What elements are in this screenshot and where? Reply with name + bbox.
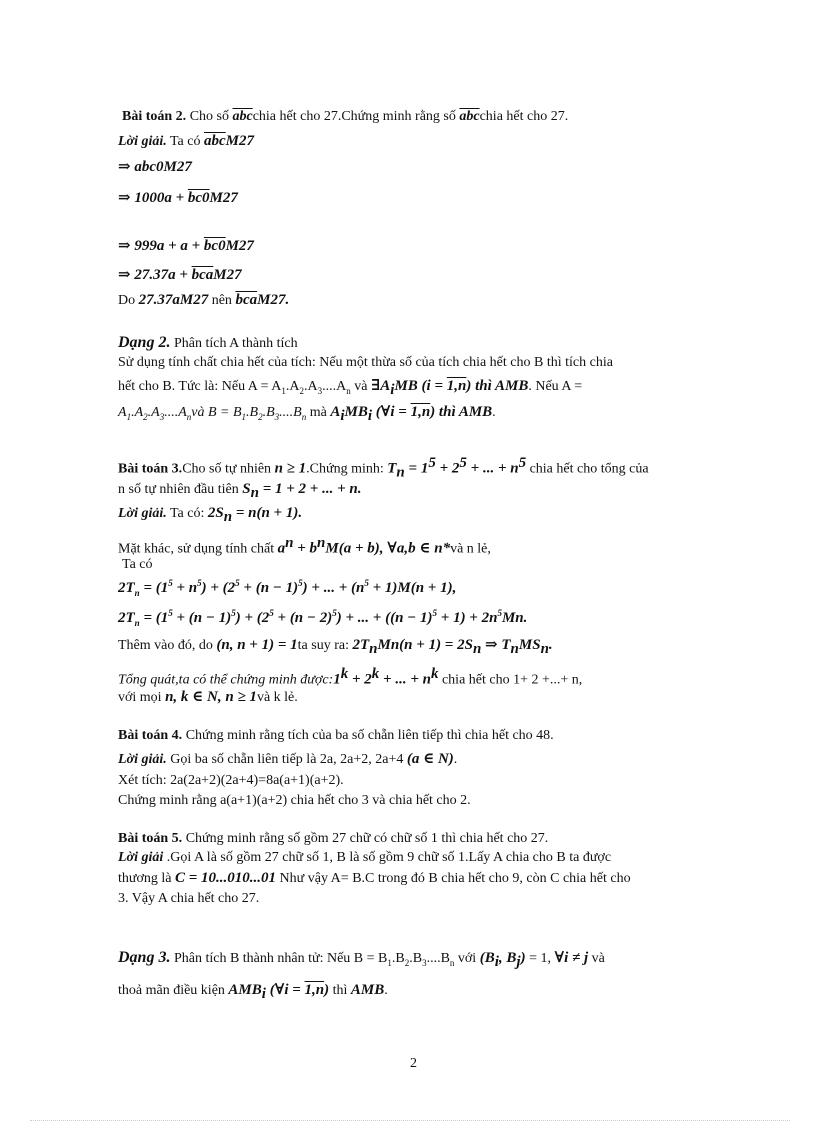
problem3-solution-label: Lời giải. bbox=[118, 506, 167, 521]
problem3-eq2 bbox=[118, 608, 527, 628]
dang2-p1-text: Sử dụng tính chất chia hết của tích: Nếu một thừa số của tích chia hết cho B thì tích chia bbox=[118, 355, 613, 370]
eq1-a: = (1 bbox=[139, 580, 169, 596]
problem2-solution-text: Ta có bbox=[169, 134, 201, 149]
problem3-line5-text: Ta có bbox=[122, 557, 153, 572]
sup-n: n bbox=[317, 535, 326, 551]
dang2-p3-range: 1,n bbox=[410, 404, 431, 420]
problem5-line3-text: thương là bbox=[118, 871, 172, 886]
problem5-C: C = 10...010...01 bbox=[174, 870, 277, 886]
sup-5: 5 bbox=[432, 608, 438, 618]
problem3-line10-math: n, k ∈ N, n ≥ 1 bbox=[165, 689, 257, 705]
problem3-general bbox=[118, 666, 582, 689]
problem3-line10-tail: và k lẻ. bbox=[256, 690, 298, 705]
problem2-step3 bbox=[118, 238, 254, 255]
problem2-abc-1: $\overline{abc}$ bbox=[232, 109, 253, 124]
dang2-p3-h: ....B bbox=[279, 405, 302, 420]
dang3-line2 bbox=[118, 982, 388, 1003]
problem3-2Tn: 2T bbox=[352, 637, 370, 653]
sub-n: n bbox=[134, 588, 140, 598]
dang3-line1 bbox=[118, 949, 605, 971]
sub-n: n bbox=[301, 411, 307, 422]
problem4-statement bbox=[118, 728, 554, 744]
sub-n: n bbox=[346, 385, 351, 396]
sub-2: 2 bbox=[258, 411, 263, 422]
problem2-step2-div: M27 bbox=[209, 190, 238, 206]
problem3-line2-text: n số tự nhiên đầu tiên bbox=[118, 482, 239, 497]
dang2-p3-c: .A bbox=[147, 405, 160, 420]
problem3-statement bbox=[118, 455, 649, 482]
problem2-statement bbox=[122, 109, 568, 125]
eq2-2T: 2T bbox=[118, 610, 135, 626]
problem4-line4 bbox=[118, 793, 471, 809]
dang2-p3-div: MB bbox=[344, 404, 368, 420]
eq2-e: ) + ... + ((n − 1) bbox=[336, 610, 433, 626]
dang2-p3-f: .B bbox=[246, 405, 259, 420]
sup-k: k bbox=[430, 666, 439, 682]
sub-n: n bbox=[186, 411, 192, 422]
problem2-conclusion-text-2: nên bbox=[211, 293, 232, 308]
sup-5: 5 bbox=[235, 578, 240, 588]
dang2-desc: Phân tích A thành tích bbox=[173, 336, 298, 351]
dang2-p2 bbox=[118, 378, 582, 399]
problem2-conclusion-bca: $\overline{bca}$ bbox=[235, 292, 258, 308]
dang2-p2-a: hết cho B. Tức là: Nếu A = A bbox=[118, 379, 282, 394]
gen-1: 1 bbox=[333, 671, 341, 688]
problem3-property: M(a + b), ∀a,b ∈ n* bbox=[325, 540, 451, 557]
dang2-p2-c: .A bbox=[304, 379, 318, 394]
problem5-label: Bài toán 5. bbox=[118, 831, 183, 846]
dang2-p2-tail: . Nếu A = bbox=[528, 379, 583, 394]
problem2-step0: $\overline{abc}$ bbox=[204, 133, 226, 149]
problem2-step4-expr: ⇒ 27.37a + bbox=[118, 267, 192, 283]
eq2-g: Mn. bbox=[501, 610, 528, 626]
dang3-d3: .B bbox=[409, 951, 423, 966]
problem2-solution-line bbox=[118, 133, 254, 150]
dang2-p3-d: ....A bbox=[164, 405, 187, 420]
problem3-an: a bbox=[277, 540, 286, 557]
sub-n: n bbox=[510, 640, 519, 657]
problem3-line4 bbox=[118, 535, 491, 558]
problem2-conclusion bbox=[118, 292, 289, 309]
problem2-step1 bbox=[118, 159, 192, 176]
dang3-d4: ....B bbox=[426, 951, 450, 966]
problem2-step1-expr: ⇒ abc0 bbox=[118, 159, 164, 175]
dang2-p2-exists: ∃A bbox=[370, 378, 391, 394]
problem4-line3-text: Xét tích: 2a(2a+2)(2a+4)=8a(a+1)(a+2). bbox=[118, 773, 344, 788]
dang3-d2: .B bbox=[391, 951, 405, 966]
gen-n: + ... + n bbox=[379, 671, 431, 688]
sub-1: 1 bbox=[281, 385, 286, 396]
eq1-c: ) + (2 bbox=[201, 580, 236, 596]
sub-1: 1 bbox=[387, 957, 392, 968]
sub-i: i bbox=[494, 953, 499, 970]
eq2-c: ) + (2 bbox=[235, 610, 270, 626]
problem2-conclusion-div-1: M27 bbox=[179, 292, 209, 308]
problem3-2Sn-eq: = n(n + 1). bbox=[232, 505, 303, 521]
problem3-div-2Sn: Mn(n + 1) = 2S bbox=[377, 637, 473, 653]
problem5-solution-label: Lời giải bbox=[118, 850, 164, 865]
problem2-abc-2: $\overline{abc}$ bbox=[459, 109, 480, 124]
problem2-label: Bài toán 2. bbox=[122, 109, 187, 124]
problem3-implies-Tn: ⇒ T bbox=[481, 637, 511, 653]
sub-3: 3 bbox=[422, 957, 427, 968]
problem3-gcd: (n, n + 1) = 1 bbox=[216, 637, 298, 653]
problem3-line8-text: Thêm vào đó, do bbox=[118, 638, 213, 653]
problem2-step2-expr: ⇒ 1000a + bbox=[118, 190, 188, 206]
sup-5: 5 bbox=[497, 608, 502, 618]
problem4-line4-text: Chứng minh rằng a(a+1)(a+2) chia hết cho 3 và chia hết cho 2. bbox=[118, 793, 471, 808]
problem5-line4 bbox=[118, 891, 259, 907]
dang2-p2-range: 1,n bbox=[446, 378, 467, 394]
dang2-title: Dạng 2. bbox=[118, 334, 171, 351]
sub-n: n bbox=[134, 618, 140, 628]
dang2-p3-ai: A bbox=[330, 404, 341, 420]
sub-i: i bbox=[340, 407, 345, 424]
problem4-solution-text: Gọi ba số chẵn liên tiếp là 2a, 2a+2, 2a+4 bbox=[170, 752, 404, 767]
problem3-text-1: Cho số tự nhiên bbox=[182, 461, 272, 477]
dang3-line2-range: 1,n bbox=[304, 982, 325, 998]
dang2-p3-b: .A bbox=[131, 405, 144, 420]
sub-2: 2 bbox=[299, 385, 304, 396]
dang2-p2-then: ) thì bbox=[466, 378, 495, 394]
problem4-line3 bbox=[118, 773, 344, 789]
problem2-step4-div: M27 bbox=[213, 267, 242, 283]
sub-3: 3 bbox=[274, 411, 280, 422]
problem3-general-text: chia hết cho 1+ 2 +...+ n, bbox=[441, 672, 583, 688]
dang3-line2-result: AMB bbox=[350, 982, 385, 998]
dang3-d5: với bbox=[454, 951, 480, 966]
sup-5: 5 bbox=[231, 608, 236, 618]
sup-k: k bbox=[340, 666, 349, 682]
problem2-text-2: chia hết cho 27.Chứng minh rằng số bbox=[252, 109, 456, 124]
dang3-line2-div: AMB bbox=[228, 982, 262, 998]
sup-5: 5 bbox=[168, 578, 173, 588]
problem3-line8 bbox=[118, 637, 553, 658]
problem2-conclusion-div-2: M27. bbox=[257, 292, 290, 308]
sup-n: n bbox=[285, 535, 294, 551]
problem3-div-Sn: MS bbox=[518, 637, 541, 653]
dang2-p3-end: . bbox=[492, 405, 496, 420]
problem3-general-label: Tổng quát,ta có thể chứng minh được: bbox=[118, 672, 334, 688]
eq2-b: + (n − 1) bbox=[172, 610, 232, 626]
problem2-step1-div: M27 bbox=[163, 159, 192, 175]
problem3-text-2: .Chứng minh: bbox=[306, 461, 384, 477]
problem2-text-1: Cho số bbox=[189, 109, 229, 124]
problem5-line3 bbox=[118, 870, 631, 887]
dang3-gcd-open: (B bbox=[479, 950, 495, 966]
problem3-2Sn: 2S bbox=[207, 505, 224, 521]
sup-5: 5 bbox=[459, 455, 467, 471]
eq2-f: + 1) + 2n bbox=[437, 610, 498, 626]
sub-i: i bbox=[367, 407, 373, 424]
dang2-p3-g: .B bbox=[262, 405, 275, 420]
dang3-gcd-mid: , B bbox=[498, 950, 517, 966]
problem3-line8-text-2: ta suy ra: bbox=[297, 638, 349, 653]
sup-5: 5 bbox=[518, 455, 527, 471]
dang3-d7: và bbox=[588, 951, 605, 966]
problem4-label: Bài toán 4. bbox=[118, 728, 183, 743]
dang2-p2-div: M bbox=[394, 378, 408, 394]
problem3-Tn-2: + 2 bbox=[435, 460, 460, 477]
sub-1: 1 bbox=[126, 411, 132, 422]
sub-1: 1 bbox=[241, 411, 247, 422]
problem3-Tn: T bbox=[387, 460, 397, 477]
problem4-solution-label: Lời giải. bbox=[118, 752, 167, 767]
eq1-f: + 1)M(n + 1), bbox=[368, 580, 457, 596]
sub-n: n bbox=[396, 464, 405, 481]
problem5-solution bbox=[118, 850, 611, 866]
problem2-text-3: chia hết cho 27. bbox=[479, 109, 569, 124]
problem3-line8-end: . bbox=[548, 637, 553, 653]
sub-n: n bbox=[250, 484, 259, 501]
problem2-step3-expr: ⇒ 999a + a + bbox=[118, 238, 204, 254]
sup-5: 5 bbox=[298, 578, 303, 588]
problem3-line10 bbox=[118, 689, 298, 706]
sub-n: n bbox=[223, 508, 233, 525]
dang2-heading bbox=[118, 334, 298, 352]
problem4-solution-end: . bbox=[453, 752, 458, 767]
sub-j: j bbox=[516, 953, 521, 970]
dang2-p2-d: ....A bbox=[322, 379, 347, 394]
dang2-p2-cond: B (i = bbox=[407, 378, 447, 394]
problem3-solution bbox=[118, 505, 302, 526]
eq1-2T: 2T bbox=[118, 580, 135, 596]
problem3-label: Bài toán 3. bbox=[118, 461, 183, 477]
sub-2: 2 bbox=[143, 411, 148, 422]
problem3-Tn-eq: = 1 bbox=[404, 460, 429, 477]
dang3-forall: ∀i ≠ j bbox=[554, 950, 589, 966]
problem3-eq1 bbox=[118, 578, 456, 598]
page-number: 2 bbox=[410, 1056, 417, 1071]
dang3-title: Dạng 3. bbox=[118, 949, 171, 966]
problem3-math-1: n ≥ 1 bbox=[274, 460, 307, 477]
dang2-p1 bbox=[118, 355, 613, 371]
dang2-p3-ma: mà bbox=[306, 405, 331, 420]
sup-5: 5 bbox=[269, 608, 274, 618]
dang2-p3 bbox=[118, 404, 496, 425]
problem2-step3-div: M27 bbox=[225, 238, 254, 254]
dang3-line2-close: ) bbox=[324, 982, 330, 998]
problem5-text: Chứng minh rằng số gồm 27 chữ có chữ số 1 thì chia hết cho 27. bbox=[185, 831, 549, 846]
dang2-p3-e: và B = B bbox=[191, 405, 242, 420]
problem3-line10-text: với mọi bbox=[118, 690, 162, 705]
problem2-step0-div: M27 bbox=[225, 133, 255, 149]
sup-5: 5 bbox=[364, 578, 369, 588]
problem3-line4-text: Mặt khác, sử dụng tính chất bbox=[118, 541, 275, 557]
sup-5: 5 bbox=[332, 608, 337, 618]
problem5-statement bbox=[118, 831, 548, 847]
problem3-solution-text: Ta có: bbox=[169, 506, 205, 521]
dang2-p3-a: A bbox=[118, 405, 127, 420]
sub-3: 3 bbox=[317, 385, 323, 396]
dang3-line2-then: thì bbox=[329, 983, 351, 998]
problem2-step4-bca: $\overline{bca}$ bbox=[191, 267, 214, 283]
sub-n: n bbox=[472, 640, 482, 657]
dang3-line2-text: thoả mãn điều kiện bbox=[118, 983, 225, 998]
problem2-step3-bc: bc0 bbox=[203, 238, 226, 254]
dang3-line2-cond: (∀i = bbox=[265, 982, 305, 998]
dang2-p3-cond: (∀i = bbox=[372, 404, 411, 420]
eq1-d: + (n − 1) bbox=[239, 580, 299, 596]
sub-i: i bbox=[261, 985, 266, 1002]
dang2-p2-e: và bbox=[350, 379, 371, 394]
dang2-p2-b: .A bbox=[285, 379, 300, 394]
problem2-conclusion-text-1: Do bbox=[118, 293, 136, 308]
sub-n: n bbox=[449, 957, 455, 968]
dang2-p3-then: ) thì bbox=[430, 404, 459, 420]
problem2-conclusion-math-1: 27.37a bbox=[138, 292, 180, 308]
sup-5: 5 bbox=[428, 455, 436, 471]
problem4-text: Chứng minh rằng tích của ba số chẵn liên tiếp thì chia hết cho 48. bbox=[185, 728, 554, 743]
problem5-solution-text: .Gọi A là số gồm 27 chữ số 1, B là số gồm 9 chữ số 1.Lấy A chia cho B ta được bbox=[166, 850, 612, 865]
problem4-solution-math: (a ∈ N) bbox=[406, 751, 454, 767]
problem5-line4-text: 3. Vậy A chia hết cho 27. bbox=[118, 891, 260, 906]
page-bottom-border bbox=[30, 1120, 790, 1121]
eq1-b: + n bbox=[172, 580, 198, 596]
sub-n: n bbox=[369, 640, 378, 657]
problem3-Sn-eq: = 1 + 2 + ... + n. bbox=[258, 481, 362, 497]
sup-k: k bbox=[371, 666, 380, 682]
problem3-line4-tail: và n lẻ, bbox=[450, 541, 491, 557]
dang3-line2-end: . bbox=[384, 983, 388, 998]
problem3-Tn-n: + ... + n bbox=[466, 460, 519, 477]
problem2-step2 bbox=[118, 190, 238, 207]
sup-5: 5 bbox=[168, 608, 173, 618]
dang3-gcd-close: ) bbox=[520, 950, 526, 966]
eq2-d: + (n − 2) bbox=[273, 610, 333, 626]
problem2-step2-bc: bc0 bbox=[187, 190, 210, 206]
eq2-a: = (1 bbox=[139, 610, 169, 626]
problem3-text-3: chia hết cho tổng của bbox=[529, 461, 649, 477]
dang2-p2-result: AMB bbox=[494, 378, 529, 394]
sub-2: 2 bbox=[404, 957, 410, 968]
sup-5: 5 bbox=[197, 578, 202, 588]
sub-3: 3 bbox=[159, 411, 165, 422]
problem5-line3-tail: Như vậy A= B.C trong đó B chia hết cho 9, còn C chia hết cho bbox=[279, 871, 631, 886]
sub-n: n bbox=[540, 640, 549, 657]
problem3-line5 bbox=[122, 557, 153, 573]
problem3-line2 bbox=[118, 481, 361, 502]
problem2-solution-label: Lời giải. bbox=[118, 134, 167, 149]
problem3-Sn: S bbox=[242, 481, 251, 497]
problem3-bn: + b bbox=[293, 540, 318, 557]
dang3-d1: Phân tích B thành nhân tử: Nếu B = B bbox=[173, 951, 388, 966]
dang3-d6: = 1, bbox=[525, 951, 555, 966]
problem4-solution bbox=[118, 751, 457, 768]
sub-i: i bbox=[390, 381, 395, 398]
gen-2: + 2 bbox=[348, 671, 372, 688]
dang2-p3-result: AMB bbox=[458, 404, 493, 420]
problem2-step4 bbox=[118, 267, 242, 284]
eq1-e: ) + ... + (n bbox=[302, 580, 365, 596]
